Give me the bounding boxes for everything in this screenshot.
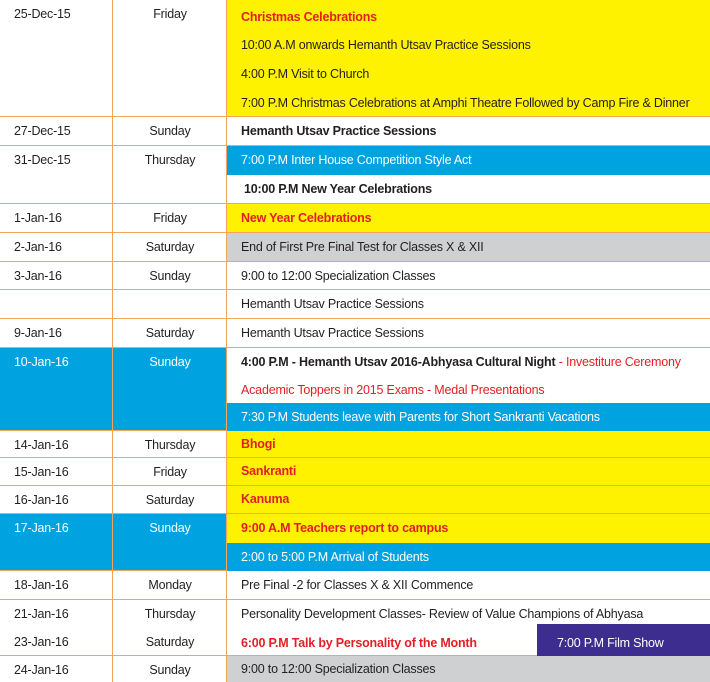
date: 16-Jan-16 — [14, 493, 69, 507]
day-cell — [113, 204, 227, 232]
day: Sunday — [149, 124, 191, 138]
date-cell — [0, 348, 113, 430]
date-cell — [0, 600, 113, 628]
event-line: Bhogi — [241, 437, 276, 451]
event-line: Hemanth Utsav Practice Sessions — [241, 326, 424, 340]
event-line: 10:00 A.M onwards Hemanth Utsav Practice Sessions — [241, 38, 531, 52]
date: 23-Jan-16 — [14, 635, 69, 649]
date-cell — [0, 117, 113, 145]
day: Sunday — [149, 663, 191, 677]
event-line: Personality Development Classes- Review of Value Champions of Abhyasa — [241, 607, 644, 621]
date: 1-Jan-16 — [14, 211, 62, 225]
date: 15-Jan-16 — [14, 465, 69, 479]
day: Saturday — [145, 635, 195, 649]
table-row — [0, 146, 710, 204]
event-cell — [227, 204, 710, 232]
table-row — [0, 233, 710, 262]
event-line: New Year Celebrations — [241, 211, 372, 225]
event-line: 9:00 to 12:00 Specialization Classes — [241, 269, 436, 283]
event-line: 2:00 to 5:00 P.M Arrival of Students — [241, 550, 429, 564]
day: Monday — [148, 578, 192, 592]
table-row — [0, 0, 710, 117]
date-cell — [0, 431, 113, 457]
event-cell — [227, 431, 710, 457]
date-cell — [0, 514, 113, 570]
event-line: Hemanth Utsav Practice Sessions — [241, 124, 437, 138]
date: 14-Jan-16 — [14, 438, 69, 452]
day-cell — [113, 514, 227, 570]
event-line — [241, 355, 681, 369]
event-line: 10:00 P.M New Year Celebrations — [244, 182, 432, 196]
day-cell — [113, 600, 227, 628]
day: Sunday — [149, 521, 191, 535]
day: Thursday — [144, 607, 196, 621]
day: Saturday — [145, 326, 195, 340]
separator: - — [423, 383, 435, 397]
event-line: 7:00 P.M Inter House Competition Style Act — [241, 153, 472, 167]
day-cell — [113, 233, 227, 261]
day: Sunday — [149, 355, 191, 369]
day: Thursday — [144, 438, 196, 452]
event-cell — [227, 233, 710, 261]
day-cell — [113, 628, 227, 655]
event-line: 7:30 P.M Students leave with Parents for Short Sankranti Vacations — [241, 410, 600, 424]
event-line: Hemanth Utsav Practice Sessions — [241, 297, 424, 311]
event-line — [241, 383, 544, 397]
table-row — [0, 628, 710, 656]
table-row — [0, 290, 710, 319]
date-cell — [0, 628, 113, 655]
day: Thursday — [144, 153, 196, 167]
day-cell — [113, 571, 227, 599]
day: Saturday — [145, 240, 195, 254]
date-cell — [0, 571, 113, 599]
day-cell — [113, 458, 227, 485]
date-cell — [0, 0, 113, 116]
event-line: 9:00 A.M Teachers report to campus — [241, 521, 449, 535]
date-cell — [0, 319, 113, 347]
table-row — [0, 656, 710, 682]
day: Saturday — [145, 493, 195, 507]
event-cell — [227, 117, 710, 145]
event-cell — [227, 486, 710, 513]
event-cell — [227, 628, 710, 655]
event-cell — [227, 262, 710, 289]
date: 10-Jan-16 — [14, 355, 69, 369]
table-row — [0, 431, 710, 458]
table-row — [0, 486, 710, 514]
event-line: 7:00 P.M Film Show — [557, 636, 664, 650]
day-cell — [113, 319, 227, 347]
day-cell — [113, 117, 227, 145]
event-note: Investiture Ceremony — [565, 355, 681, 369]
table-row — [0, 571, 710, 600]
day-cell — [113, 290, 227, 318]
event-cell — [227, 146, 710, 203]
date: 2-Jan-16 — [14, 240, 62, 254]
date: 25-Dec-15 — [14, 7, 71, 21]
date-cell — [0, 458, 113, 485]
event-line: Kanuma — [241, 492, 290, 506]
table-row — [0, 319, 710, 348]
event-title: Christmas Celebrations — [241, 10, 377, 24]
event-cell — [227, 656, 710, 682]
date: 31-Dec-15 — [14, 153, 71, 167]
date: 9-Jan-16 — [14, 326, 62, 340]
event-cell — [227, 458, 710, 485]
separator: - — [555, 355, 566, 369]
event-cell — [227, 348, 710, 430]
day: Friday — [153, 465, 187, 479]
event-line: Sankranti — [241, 464, 297, 478]
highlight-band — [537, 624, 710, 656]
event-cell — [227, 290, 710, 318]
date-cell — [0, 486, 113, 513]
table-row — [0, 204, 710, 233]
day-cell — [113, 0, 227, 116]
date: 17-Jan-16 — [14, 521, 69, 535]
date: 21-Jan-16 — [14, 607, 69, 621]
day-cell — [113, 431, 227, 457]
table-row — [0, 514, 710, 571]
table-row — [0, 348, 710, 431]
table-row — [0, 458, 710, 486]
event-cell — [227, 514, 710, 570]
day-cell — [113, 656, 227, 682]
event-cell — [227, 319, 710, 347]
date: 24-Jan-16 — [14, 663, 69, 677]
day: Sunday — [149, 269, 191, 283]
date-cell — [0, 290, 113, 318]
event-cell — [227, 571, 710, 599]
event-line: Pre Final -2 for Classes X & XII Commence — [241, 578, 474, 592]
day: Friday — [153, 211, 187, 225]
date-cell — [0, 233, 113, 261]
event-line: 4:00 P.M Visit to Church — [241, 67, 370, 81]
day-cell — [113, 486, 227, 513]
date: 3-Jan-16 — [14, 269, 62, 283]
event-line: 9:00 to 12:00 Specialization Classes — [241, 662, 436, 676]
event-line: 7:00 P.M Christmas Celebrations at Amphi Theatre Followed by Camp Fire & Dinner — [241, 96, 690, 110]
date-cell — [0, 204, 113, 232]
date: 18-Jan-16 — [14, 578, 69, 592]
event-line: End of First Pre Final Test for Classes X & XII — [241, 240, 484, 254]
event-line: 6:00 P.M Talk by Personality of the Month — [241, 636, 477, 650]
event-note: Academic Toppers in 2015 Exams — [241, 383, 424, 397]
date-cell — [0, 146, 113, 203]
date-cell — [0, 262, 113, 289]
date: 27-Dec-15 — [14, 124, 71, 138]
date-cell — [0, 656, 113, 682]
day-cell — [113, 348, 227, 430]
table-row — [0, 262, 710, 290]
event-cell — [227, 0, 710, 116]
event-title: 4:00 P.M - Hemanth Utsav 2016-Abhyasa Cultural Night — [241, 355, 556, 369]
day-cell — [113, 146, 227, 203]
day-cell — [113, 262, 227, 289]
day: Friday — [153, 7, 187, 21]
event-note: Medal Presentations — [434, 383, 545, 397]
table-row — [0, 117, 710, 146]
